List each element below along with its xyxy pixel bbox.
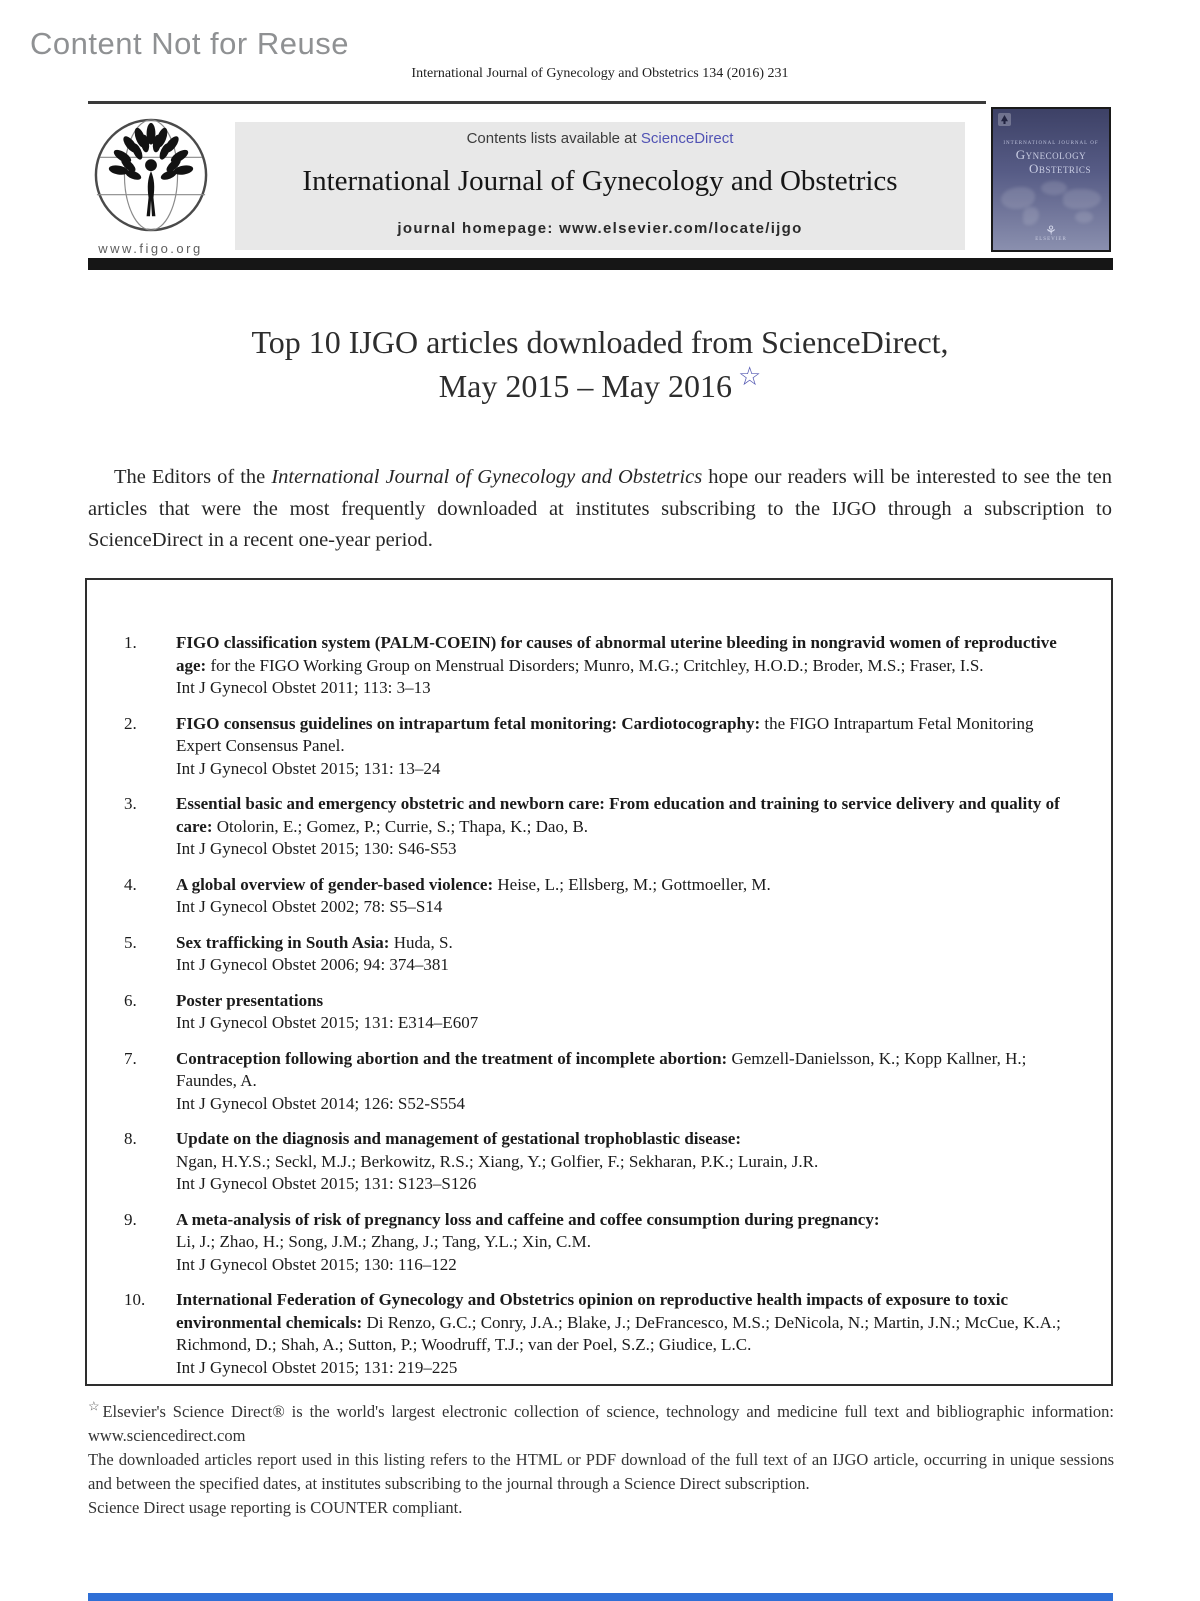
- running-head-citation: International Journal of Gynecology and Obstetrics 134 (2016) 231: [411, 66, 789, 81]
- list-item: [87, 793, 1111, 861]
- article-entry: [176, 793, 1072, 861]
- article-entry: [176, 1128, 1072, 1196]
- article-title: [0, 320, 1200, 411]
- article-title-bold: A global overview of gender-based violence:: [176, 874, 494, 894]
- article-authors: Li, J.; Zhao, H.; Song, J.M.; Zhang, J.; Tang, Y.L.; Xin, C.M.: [176, 1232, 592, 1251]
- article-citation: Int J Gynecol Obstet 2014; 126: S52-S554: [176, 1093, 465, 1113]
- article-title-bold: Sex trafficking in South Asia:: [176, 932, 390, 952]
- list-item: [87, 1289, 1111, 1379]
- cover-title-line2: Obstetrics: [1029, 161, 1091, 176]
- list-item: [87, 932, 1111, 977]
- journal-title: International Journal of Gynecology and Obstetrics: [302, 165, 898, 197]
- header-rule: [88, 101, 986, 104]
- contents-line: [235, 130, 965, 147]
- intro-paragraph: [88, 462, 1112, 557]
- list-item: [87, 632, 1111, 700]
- article-entry: [176, 874, 1072, 919]
- list-item: [87, 1048, 1111, 1116]
- article-citation: Int J Gynecol Obstet 2015; 131: S123–S126: [176, 1174, 477, 1193]
- article-number: 5.: [124, 932, 137, 952]
- article-entry: [176, 1289, 1072, 1379]
- article-citation: Int J Gynecol Obstet 2006; 94: 374–381: [176, 955, 449, 974]
- article-title-bold: Contraception following abortion and the treatment of incomplete abortion:: [176, 1048, 728, 1068]
- list-item: [87, 1209, 1111, 1277]
- contents-line-prefix: Contents lists available at: [466, 130, 641, 147]
- article-number: 9.: [124, 1209, 137, 1229]
- article-title-bold: FIGO classification system (PALM-COEIN) for causes of abnormal uterine bleeding in nongravid women of reproductive age:: [176, 633, 1057, 675]
- footnote-line1-text: Elsevier's Science Direct® is the world's largest electronic collection of science, technology and medicine full text and bibliographic information: www.sciencedirect.com: [88, 1402, 1115, 1445]
- article-entry: [176, 713, 1072, 781]
- journal-homepage-line: journal homepage: www.elsevier.com/locate/ijgo: [397, 220, 803, 237]
- article-authors: Di Renzo, G.C.; Conry, J.A.; Blake, J.; DeFrancesco, M.S.; DeNicola, N.; Martin, J.N.; McCue, K.A.; Richmond, D.; Shah, A.; Sutton, P.; Woodruff, T.J.; van der Poel, S.Z.; Giudice, L.C.: [176, 1312, 1061, 1354]
- cover-title-line1: Gynecology: [1015, 147, 1087, 162]
- article-title-bold: Update on the diagnosis and management of gestational trophoblastic disease:: [176, 1129, 741, 1148]
- article-number: 7.: [124, 1048, 137, 1068]
- figo-url-caption: www.figo.org: [98, 241, 203, 256]
- footnote-line3: Science Direct usage reporting is COUNTER compliant.: [88, 1498, 463, 1517]
- article-citation: Int J Gynecol Obstet 2015; 130: 116–122: [176, 1254, 457, 1274]
- footnote-line2: The downloaded articles report used in this listing refers to the HTML or PDF download of the full text of an IJGO article, occurring in unique sessions and between the specified dates, at institutes subscribing to the journal through a Science Direct subscription.: [88, 1450, 1114, 1493]
- intro-journal-name: International Journal of Gynecology and Obstetrics: [271, 466, 703, 488]
- footnotes-block: [88, 1400, 1114, 1520]
- article-authors: for the FIGO Working Group on Menstrual Disorders; Munro, M.G.; Critchley, H.O.D.; Broder, M.S.; Fraser, I.S.: [206, 655, 984, 675]
- article-title-bold: FIGO consensus guidelines on intrapartum fetal monitoring: Cardiotocography:: [176, 713, 761, 733]
- figo-logo-block: [78, 116, 223, 256]
- cover-journal-label: INTERNATIONAL JOURNAL OF: [1003, 141, 1099, 146]
- cover-mini-logo-icon: [998, 113, 1011, 126]
- article-citation: Int J Gynecol Obstet 2002; 78: S5–S14: [176, 897, 443, 916]
- article-number: 4.: [124, 874, 137, 894]
- article-entry: [176, 932, 1072, 977]
- article-title-line1: Top 10 IJGO articles downloaded from ScienceDirect,: [251, 324, 949, 360]
- cover-title: [993, 148, 1109, 176]
- article-entry: [176, 1048, 1072, 1116]
- article-authors: Otolorin, E.; Gomez, P.; Currie, S.; Thapa, K.; Dao, B.: [212, 816, 589, 836]
- article-title-bold: Essential basic and emergency obstetric and newborn care: From education and training to service delivery and quality of care:: [176, 794, 1060, 836]
- cover-map-shape: [1001, 187, 1035, 209]
- article-number: 8.: [124, 1129, 137, 1148]
- intro-before: The Editors of the: [114, 466, 272, 488]
- bottom-blue-bar: [88, 1593, 1113, 1601]
- article-title-bold: A meta-analysis of risk of pregnancy loss and caffeine and coffee consumption during pregnancy:: [176, 1209, 880, 1229]
- article-authors: Ngan, H.Y.S.; Seckl, M.J.; Berkowitz, R.S.; Xiang, Y.; Golfier, F.; Sekharan, P.K.; Lurain, J.R.: [176, 1151, 819, 1171]
- article-number: 1.: [124, 633, 137, 652]
- list-item: [87, 990, 1111, 1035]
- article-authors: Heise, L.; Ellsberg, M.; Gottmoeller, M.: [493, 874, 771, 894]
- article-title-bold: International Federation of Gynecology and Obstetrics opinion on reproductive health impacts of exposure to toxic environmental chemicals:: [176, 1290, 1009, 1332]
- article-entry: [176, 632, 1072, 700]
- journal-cover-thumbnail: [991, 107, 1111, 252]
- sciencedirect-link[interactable]: ScienceDirect: [640, 130, 734, 147]
- elsevier-name: ELSEVIER: [1035, 237, 1067, 242]
- article-citation: Int J Gynecol Obstet 2015; 131: 219–225: [176, 1357, 458, 1377]
- cover-map-shape: [1075, 211, 1093, 223]
- article-citation: Int J Gynecol Obstet 2011; 113: 3–13: [176, 678, 431, 697]
- elsevier-logo: [993, 225, 1109, 242]
- article-number: 6.: [124, 990, 137, 1010]
- list-item: [87, 713, 1111, 781]
- footnote-star-icon: ☆: [88, 1398, 103, 1414]
- cover-map-shape: [1063, 189, 1101, 209]
- article-number: 10.: [124, 1290, 146, 1309]
- list-item: [87, 1128, 1111, 1196]
- footnote-line1: [88, 1400, 1114, 1448]
- list-item: [87, 874, 1111, 919]
- article-authors: Gemzell-Danielsson, K.; Kopp Kallner, H.; Faundes, A.: [176, 1048, 1027, 1090]
- article-title-line2: May 2015 – May 2016: [438, 368, 732, 404]
- article-citation: Int J Gynecol Obstet 2015; 131: 13–24: [176, 758, 441, 778]
- cover-map-shape: [1023, 207, 1039, 225]
- intro-after: hope our readers will be interested to see the ten articles that were the most frequently downloaded at institutes subscribing to the IJGO through a subscription to ScienceDirect in a recent one-year period.: [88, 466, 1112, 551]
- journal-banner: [235, 122, 965, 250]
- top10-list-box: [85, 578, 1113, 1386]
- watermark-text: Content Not for Reuse: [30, 26, 349, 61]
- article-citation: Int J Gynecol Obstet 2015; 131: E314–E607: [176, 1013, 479, 1032]
- figo-logo-icon: [92, 221, 210, 238]
- article-title-bold: Poster presentations: [176, 990, 324, 1010]
- article-entry: [176, 990, 1072, 1035]
- elsevier-tree-icon: ⚘: [1045, 223, 1057, 238]
- masthead-divider-bar: [88, 258, 1113, 270]
- article-citation: Int J Gynecol Obstet 2015; 130: S46-S53: [176, 839, 457, 858]
- article-authors: Huda, S.: [389, 932, 453, 952]
- article-number: 2.: [124, 713, 137, 733]
- article-entry: [176, 1209, 1072, 1277]
- article-authors: the FIGO Intrapartum Fetal Monitoring Expert Consensus Panel.: [176, 713, 1034, 755]
- article-number: 3.: [124, 794, 137, 813]
- footnote-star-link[interactable]: ☆: [738, 362, 762, 391]
